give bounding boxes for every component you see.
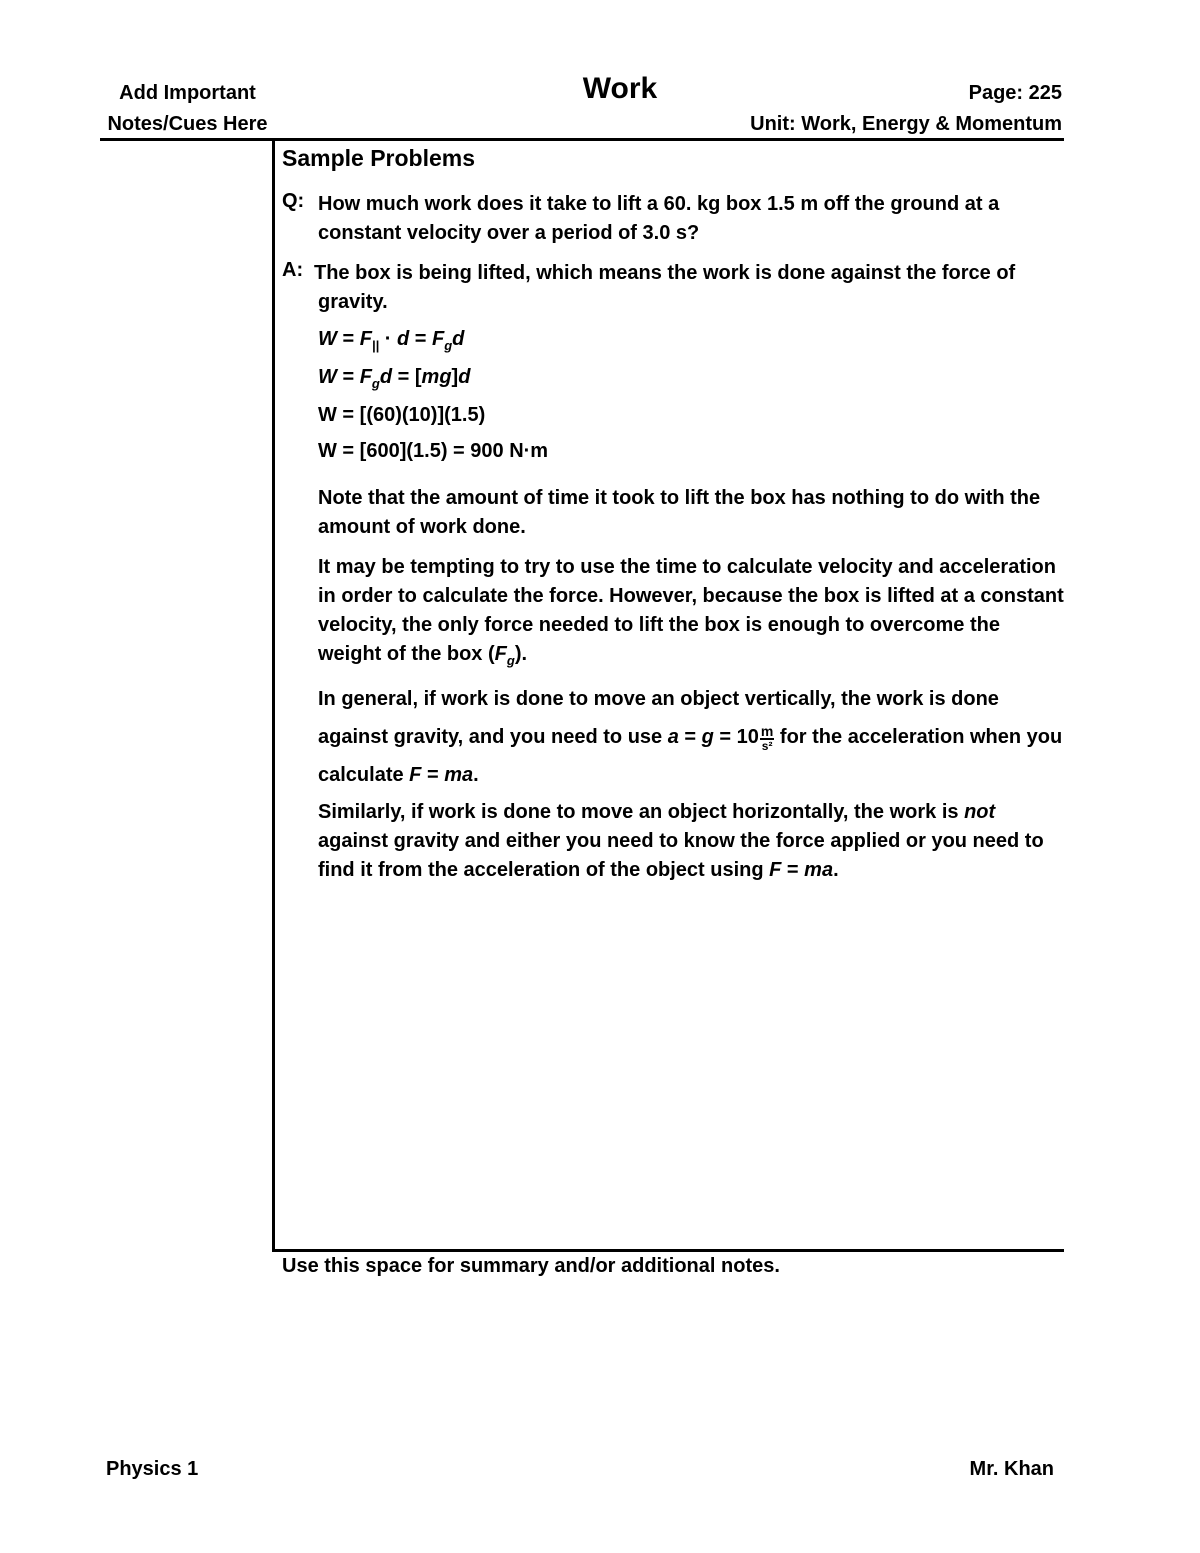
unit-fraction: $\frac{m}{\text{s²}}$	[760, 722, 774, 753]
cue-label-line2: Notes/Cues Here	[107, 113, 268, 135]
equation-4: W = [600](1.5) = 900 N·m	[318, 440, 549, 462]
summary-label: Use this space for summary and/or additional notes.	[282, 1255, 780, 1277]
question-line-1: How much work does it take to lift a 60. kg box 1.5 m off the ground at a	[318, 193, 1000, 215]
answer-label: A:	[282, 259, 304, 281]
equation-3: W = [(60)(10)](1.5)	[318, 404, 486, 426]
note-vertical-text-2: for the acceleration when you calculate	[318, 726, 1063, 786]
header-divider	[100, 138, 1064, 141]
equation-2: $W = F_gd = [mg]d$	[318, 366, 471, 391]
note-horizontal-work: Similarly, if work is done to move an object horizontally, the work is not against gravity and either you need to know the force applied or you need to find it from the acceleration of the object using F = ma.	[318, 801, 1044, 881]
unit-label: Unit: Work, Energy & Momentum	[750, 113, 1062, 135]
section-heading: Sample Problems	[282, 145, 476, 171]
footer-course: Physics 1	[106, 1458, 199, 1480]
note-constant-velocity-text: It may be tempting to try to use the time to calculate velocity and acceleration in order to calculate the force. However, because the box is lifted at a constant velocity, the only force needed to lift the box is enough to overcome the weight of the box (	[318, 556, 1064, 665]
cue-column-divider	[272, 140, 275, 1252]
note-vertical-work: In general, if work is done to move an object vertically, the work is done against gravity, and you need to use a = g = 10 $\frac{m}{\text{s²}}$ for the acceleration when you calculate F = ma.	[318, 688, 1063, 786]
question-line-2: constant velocity over a period of 3.0 s?	[318, 222, 700, 244]
note-horizontal-end: .	[833, 859, 839, 881]
note-horizontal-text: Similarly, if work is done to move an object horizontally, the work is	[318, 801, 965, 823]
note-constant-velocity: It may be tempting to try to use the time to calculate velocity and acceleration in order to calculate the force. However, because the box is lifted at a constant velocity, the only force needed to lift the box is enough to overcome the weight of the box $(F_g)$.	[318, 556, 1064, 668]
cue-label-line1: Add Important	[119, 82, 256, 104]
note-time-irrelevant: Note that the amount of time it took to lift the box has nothing to do with the amount of work done.	[318, 487, 1041, 538]
equation-1: $W = F_{||} \cdot d = F_gd$	[318, 328, 465, 353]
note-constant-velocity-end: ).	[514, 643, 528, 665]
note-horizontal-text-2: against gravity and either you need to know the force applied or you need to find it from the acceleration of the object using	[318, 830, 1044, 881]
emphasis-not: not	[964, 801, 996, 823]
answer-line-2: gravity.	[318, 291, 388, 313]
page-title: Work	[582, 72, 658, 105]
answer-line-1: The box is being lifted, which means the work is done against the force of	[314, 262, 1016, 284]
question-label: Q:	[282, 190, 305, 212]
note-vertical-end: .	[473, 764, 479, 786]
note-vertical-text: In general, if work is done to move an object vertically, the work is done against gravity, and you need to use	[318, 688, 999, 748]
footer-teacher: Mr. Khan	[969, 1458, 1054, 1480]
page-number: Page: 225	[968, 82, 1062, 104]
